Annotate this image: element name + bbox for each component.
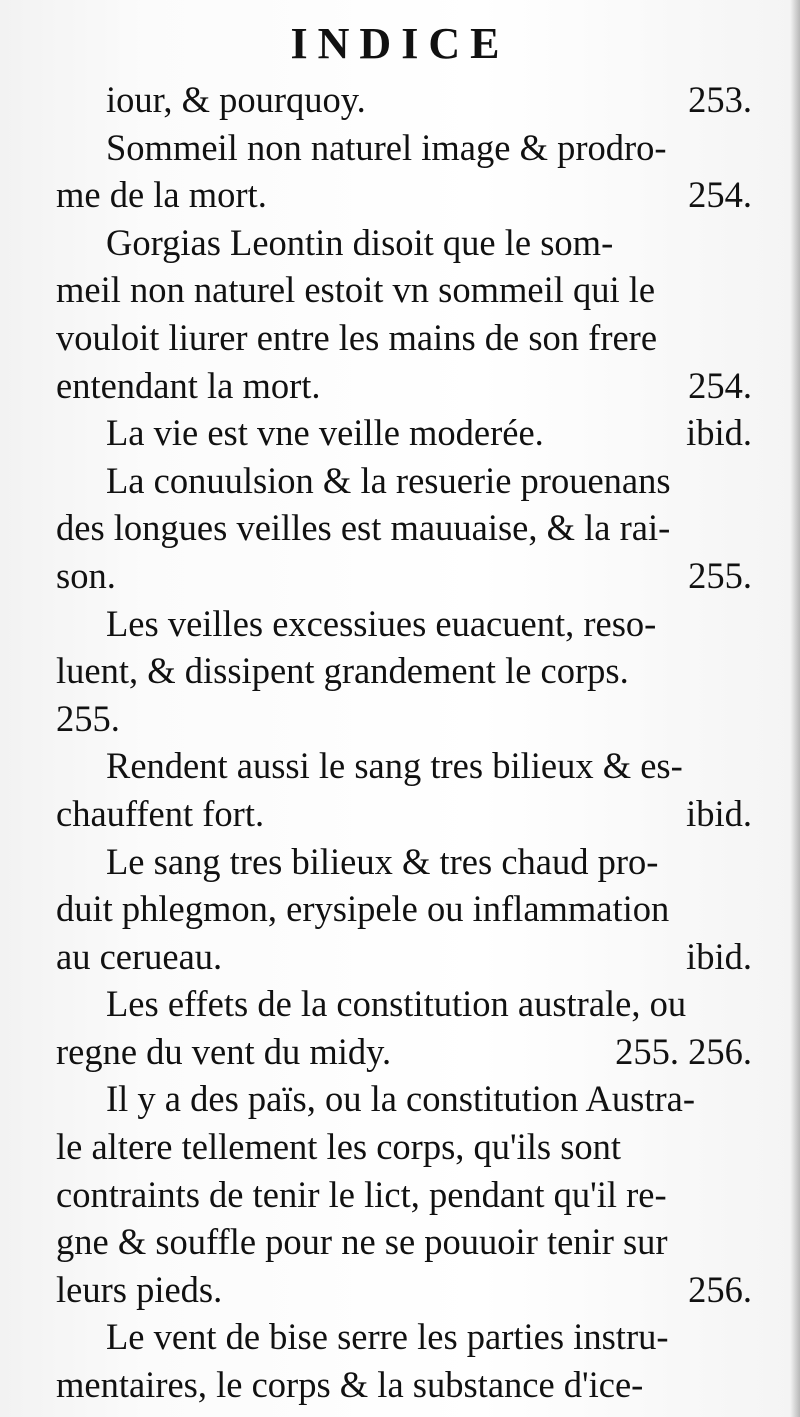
index-entry	[56, 600, 752, 743]
page-reference: 255.	[688, 554, 752, 596]
index-entry	[56, 1075, 752, 1313]
entry-line	[56, 933, 752, 981]
page-reference: 256.	[688, 1268, 752, 1310]
entry-text: contraints de tenir le lict, pendant qu'il re-	[56, 1173, 667, 1215]
entry-line	[56, 1266, 752, 1314]
page-edge-shadow	[790, 0, 800, 1417]
entry-text: gne & souffle pour ne se pouuoir tenir sur	[56, 1221, 668, 1263]
entry-line	[56, 76, 752, 124]
entry-text: regne du vent du midy.	[56, 1030, 392, 1072]
page-reference: ibid.	[686, 935, 752, 977]
entry-line	[56, 1171, 752, 1219]
page-reference: 253.	[688, 79, 752, 120]
entry-text: La conuulsion & la resuerie prouenans	[106, 459, 671, 501]
entry-text: Les veilles excessiues euacuent, reso-	[106, 602, 657, 644]
entry-line	[56, 219, 752, 267]
page-reference: 255. 256.	[615, 1030, 752, 1072]
entry-line	[56, 552, 752, 600]
page-reference: 254.	[688, 364, 752, 406]
entry-text: luent, & dissipent grandement le corps.	[56, 650, 629, 692]
entry-line	[56, 885, 752, 933]
entry-line	[56, 1361, 752, 1409]
entry-text: Gorgias Leontin disoit que le som-	[106, 221, 614, 263]
entry-line	[56, 647, 752, 695]
entry-text: Il y a des païs, ou la constitution Austra-	[106, 1078, 695, 1120]
page-header: INDICE	[290, 19, 510, 68]
entry-line	[56, 314, 752, 362]
entry-text: vouloit liurer entre les mains de son frere	[56, 316, 658, 358]
entry-line	[56, 457, 752, 505]
page-reference: ibid.	[686, 792, 752, 834]
entry-text: 255.	[56, 697, 120, 739]
entry-text: Le sang tres bilieux & tres chaud pro-	[106, 840, 659, 882]
entry-line	[56, 1075, 752, 1123]
index-entry	[56, 76, 752, 124]
entry-text: chauffent fort.	[56, 792, 265, 834]
entry-line	[56, 1028, 752, 1076]
entry-text: entendant la mort.	[56, 364, 321, 406]
entry-text: Le vent de bise serre les parties instru-	[106, 1316, 669, 1358]
index-entry	[56, 742, 752, 837]
entry-text: me de la mort.	[56, 174, 267, 216]
page-reference: ibid.	[686, 412, 752, 454]
entry-line	[56, 504, 752, 552]
entry-text: leurs pieds.	[56, 1268, 223, 1310]
entry-line	[56, 1218, 752, 1266]
entry-line	[56, 600, 752, 648]
entry-line	[56, 409, 752, 457]
entry-line	[56, 1123, 752, 1171]
index-entry	[56, 124, 752, 219]
index-entry	[56, 219, 752, 409]
entry-text: Rendent aussi le sang tres bilieux & es-	[106, 745, 683, 787]
page-reference: 254.	[688, 174, 752, 216]
entry-line	[56, 171, 752, 219]
index-entry	[56, 1313, 752, 1408]
index-entries	[56, 76, 752, 1409]
entry-text: des longues veilles est mauuaise, & la rai-	[56, 507, 671, 549]
entry-text: le altere tellement les corps, qu'ils sont	[56, 1126, 622, 1168]
entry-text: Sommeil non naturel image & prodro-	[106, 126, 667, 168]
index-entry	[56, 409, 752, 457]
entry-line	[56, 266, 752, 314]
entry-text: son.	[56, 554, 116, 596]
entry-line	[56, 362, 752, 410]
entry-text: La vie est vne veille moderée.	[106, 412, 544, 454]
entry-text: mentaires, le corps & la substance d'ice-	[56, 1364, 644, 1406]
entry-text: au cerueau.	[56, 935, 223, 977]
entry-text: Les effets de la constitution australe, ou	[106, 983, 687, 1025]
index-entry	[56, 838, 752, 981]
entry-line	[56, 980, 752, 1028]
entry-line	[56, 1313, 752, 1361]
entry-line	[56, 124, 752, 172]
entry-line	[56, 838, 752, 886]
entry-text: duit phlegmon, erysipele ou inflammation	[56, 888, 670, 930]
entry-text: meil non naturel estoit vn sommeil qui le	[56, 269, 656, 311]
entry-text: iour, & pourquoy.	[106, 79, 366, 120]
index-entry	[56, 980, 752, 1075]
entry-line	[56, 695, 752, 743]
entry-line	[56, 742, 752, 790]
index-entry	[56, 457, 752, 600]
entry-line	[56, 790, 752, 838]
